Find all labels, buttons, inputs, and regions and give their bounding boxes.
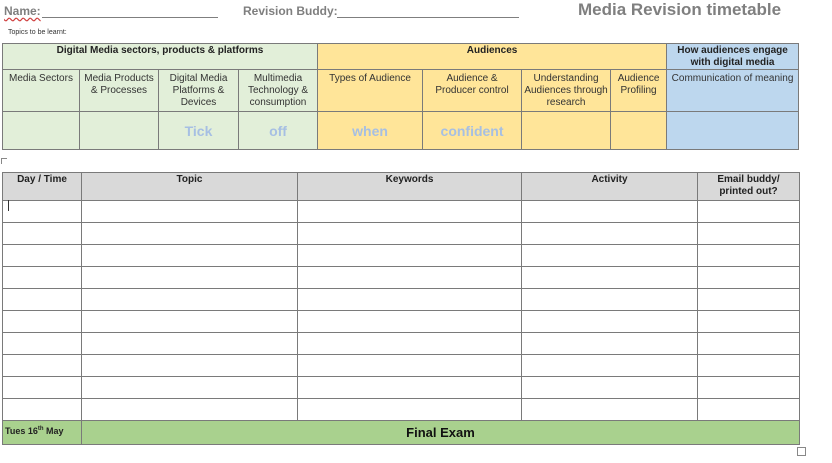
topics-note: Topics to be learnt: [8, 29, 67, 36]
table-cell[interactable] [82, 355, 298, 377]
column-header-email-buddy: Email buddy/ printed out? [698, 173, 800, 201]
table-cell[interactable] [3, 289, 82, 311]
table-cell[interactable] [82, 201, 298, 223]
table-cell[interactable] [298, 399, 522, 421]
column-header-activity: Activity [522, 173, 698, 201]
table-cell[interactable] [82, 289, 298, 311]
subtopic-audience-profiling: Audience Profiling [611, 70, 667, 112]
table-cell[interactable] [3, 223, 82, 245]
checkbox-cell[interactable] [522, 112, 611, 150]
table-cell[interactable] [698, 377, 800, 399]
topics-table [2, 43, 799, 150]
table-cell[interactable] [298, 201, 522, 223]
table-cell[interactable] [82, 333, 298, 355]
table-cell[interactable] [698, 201, 800, 223]
checkbox-cell[interactable] [80, 112, 159, 150]
table-cell[interactable] [298, 245, 522, 267]
table-cell[interactable] [698, 311, 800, 333]
checkbox-cell[interactable] [667, 112, 799, 150]
subtopic-communication-of-meaning: Communication of meaning [667, 70, 799, 112]
table-row [3, 399, 800, 421]
column-header-topic: Topic [82, 173, 298, 201]
table-cell[interactable] [698, 333, 800, 355]
subtopic-types-of-audience: Types of Audience [318, 70, 423, 112]
table-cell[interactable] [298, 333, 522, 355]
table-cell[interactable] [522, 355, 698, 377]
schedule-table [2, 172, 800, 445]
table-resize-handle[interactable] [797, 447, 806, 456]
column-header-keywords: Keywords [298, 173, 522, 201]
checkbox-cell[interactable] [423, 112, 522, 150]
table-handle[interactable] [1, 158, 7, 164]
table-row [3, 223, 800, 245]
table-row [3, 311, 800, 333]
table-cell[interactable] [298, 377, 522, 399]
table-cell[interactable] [522, 333, 698, 355]
exam-day [3, 421, 82, 445]
revision-buddy-field-line[interactable] [337, 17, 519, 18]
group-header-digital-media: Digital Media sectors, products & platforms [3, 44, 318, 70]
column-header-day-time: Day / Time [3, 173, 82, 201]
table-cell[interactable] [298, 223, 522, 245]
exam-month-text: May [43, 426, 64, 436]
table-row [3, 333, 800, 355]
group-header-audiences: Audiences [318, 44, 667, 70]
table-row [3, 289, 800, 311]
table-cell[interactable] [3, 333, 82, 355]
checkbox-cell[interactable] [611, 112, 667, 150]
final-exam-label: Final Exam [82, 421, 800, 445]
table-row [3, 245, 800, 267]
exam-day-ordinal: th [37, 426, 44, 432]
table-cell[interactable] [298, 311, 522, 333]
revision-buddy-label: Revision Buddy: [243, 4, 338, 18]
table-cell[interactable] [522, 267, 698, 289]
document-header [0, 0, 832, 28]
table-cell[interactable] [298, 289, 522, 311]
table-row [3, 201, 800, 223]
page-title: Media Revision timetable [578, 0, 782, 19]
subtopic-digital-platforms: Digital Media Platforms & Devices [159, 70, 239, 112]
name-field-line[interactable] [42, 17, 218, 18]
subtopic-multimedia-technology: Multimedia Technology & consumption [239, 70, 318, 112]
name-label: Name: [4, 4, 41, 18]
confidence-word: Tick [184, 122, 213, 139]
table-cell[interactable] [522, 399, 698, 421]
table-cell[interactable] [3, 399, 82, 421]
group-header-engagement: How audiences engage with digital media [667, 44, 799, 70]
table-cell[interactable] [82, 311, 298, 333]
exam-row [3, 421, 800, 445]
subtopic-understanding-audiences: Understanding Audiences through research [522, 70, 611, 112]
exam-day-text: Tues 16 [5, 426, 38, 436]
table-cell[interactable] [698, 399, 800, 421]
confidence-word: confident [440, 122, 504, 139]
table-cell[interactable] [3, 245, 82, 267]
table-cell[interactable] [698, 355, 800, 377]
checkbox-cell[interactable] [3, 112, 80, 150]
table-cell[interactable] [82, 267, 298, 289]
table-cell[interactable] [82, 399, 298, 421]
confidence-word: when [352, 122, 388, 139]
table-cell[interactable] [522, 311, 698, 333]
subtopic-media-products: Media Products & Processes [80, 70, 159, 112]
checkbox-cell[interactable] [159, 112, 239, 150]
confidence-word: off [269, 122, 287, 139]
table-cell[interactable] [3, 201, 82, 223]
table-cell[interactable] [698, 245, 800, 267]
table-row [3, 267, 800, 289]
subtopic-media-sectors: Media Sectors [3, 70, 80, 112]
checkbox-cell[interactable] [318, 112, 423, 150]
table-cell[interactable] [82, 245, 298, 267]
table-cell[interactable] [522, 289, 698, 311]
table-cell[interactable] [298, 267, 522, 289]
table-cell[interactable] [698, 289, 800, 311]
subtopic-audience-producer-control: Audience & Producer control [423, 70, 522, 112]
table-row [3, 377, 800, 399]
table-cell[interactable] [698, 223, 800, 245]
table-cell[interactable] [3, 267, 82, 289]
table-cell[interactable] [698, 267, 800, 289]
table-cell[interactable] [298, 355, 522, 377]
table-cell[interactable] [82, 377, 298, 399]
table-cell[interactable] [522, 377, 698, 399]
table-cell[interactable] [3, 311, 82, 333]
table-cell[interactable] [522, 245, 698, 267]
checkbox-cell[interactable] [239, 112, 318, 150]
text-cursor [8, 200, 9, 211]
table-row [3, 355, 800, 377]
table-cell[interactable] [3, 355, 82, 377]
table-cell[interactable] [82, 223, 298, 245]
table-cell[interactable] [522, 223, 698, 245]
table-cell[interactable] [3, 377, 82, 399]
table-cell[interactable] [522, 201, 698, 223]
